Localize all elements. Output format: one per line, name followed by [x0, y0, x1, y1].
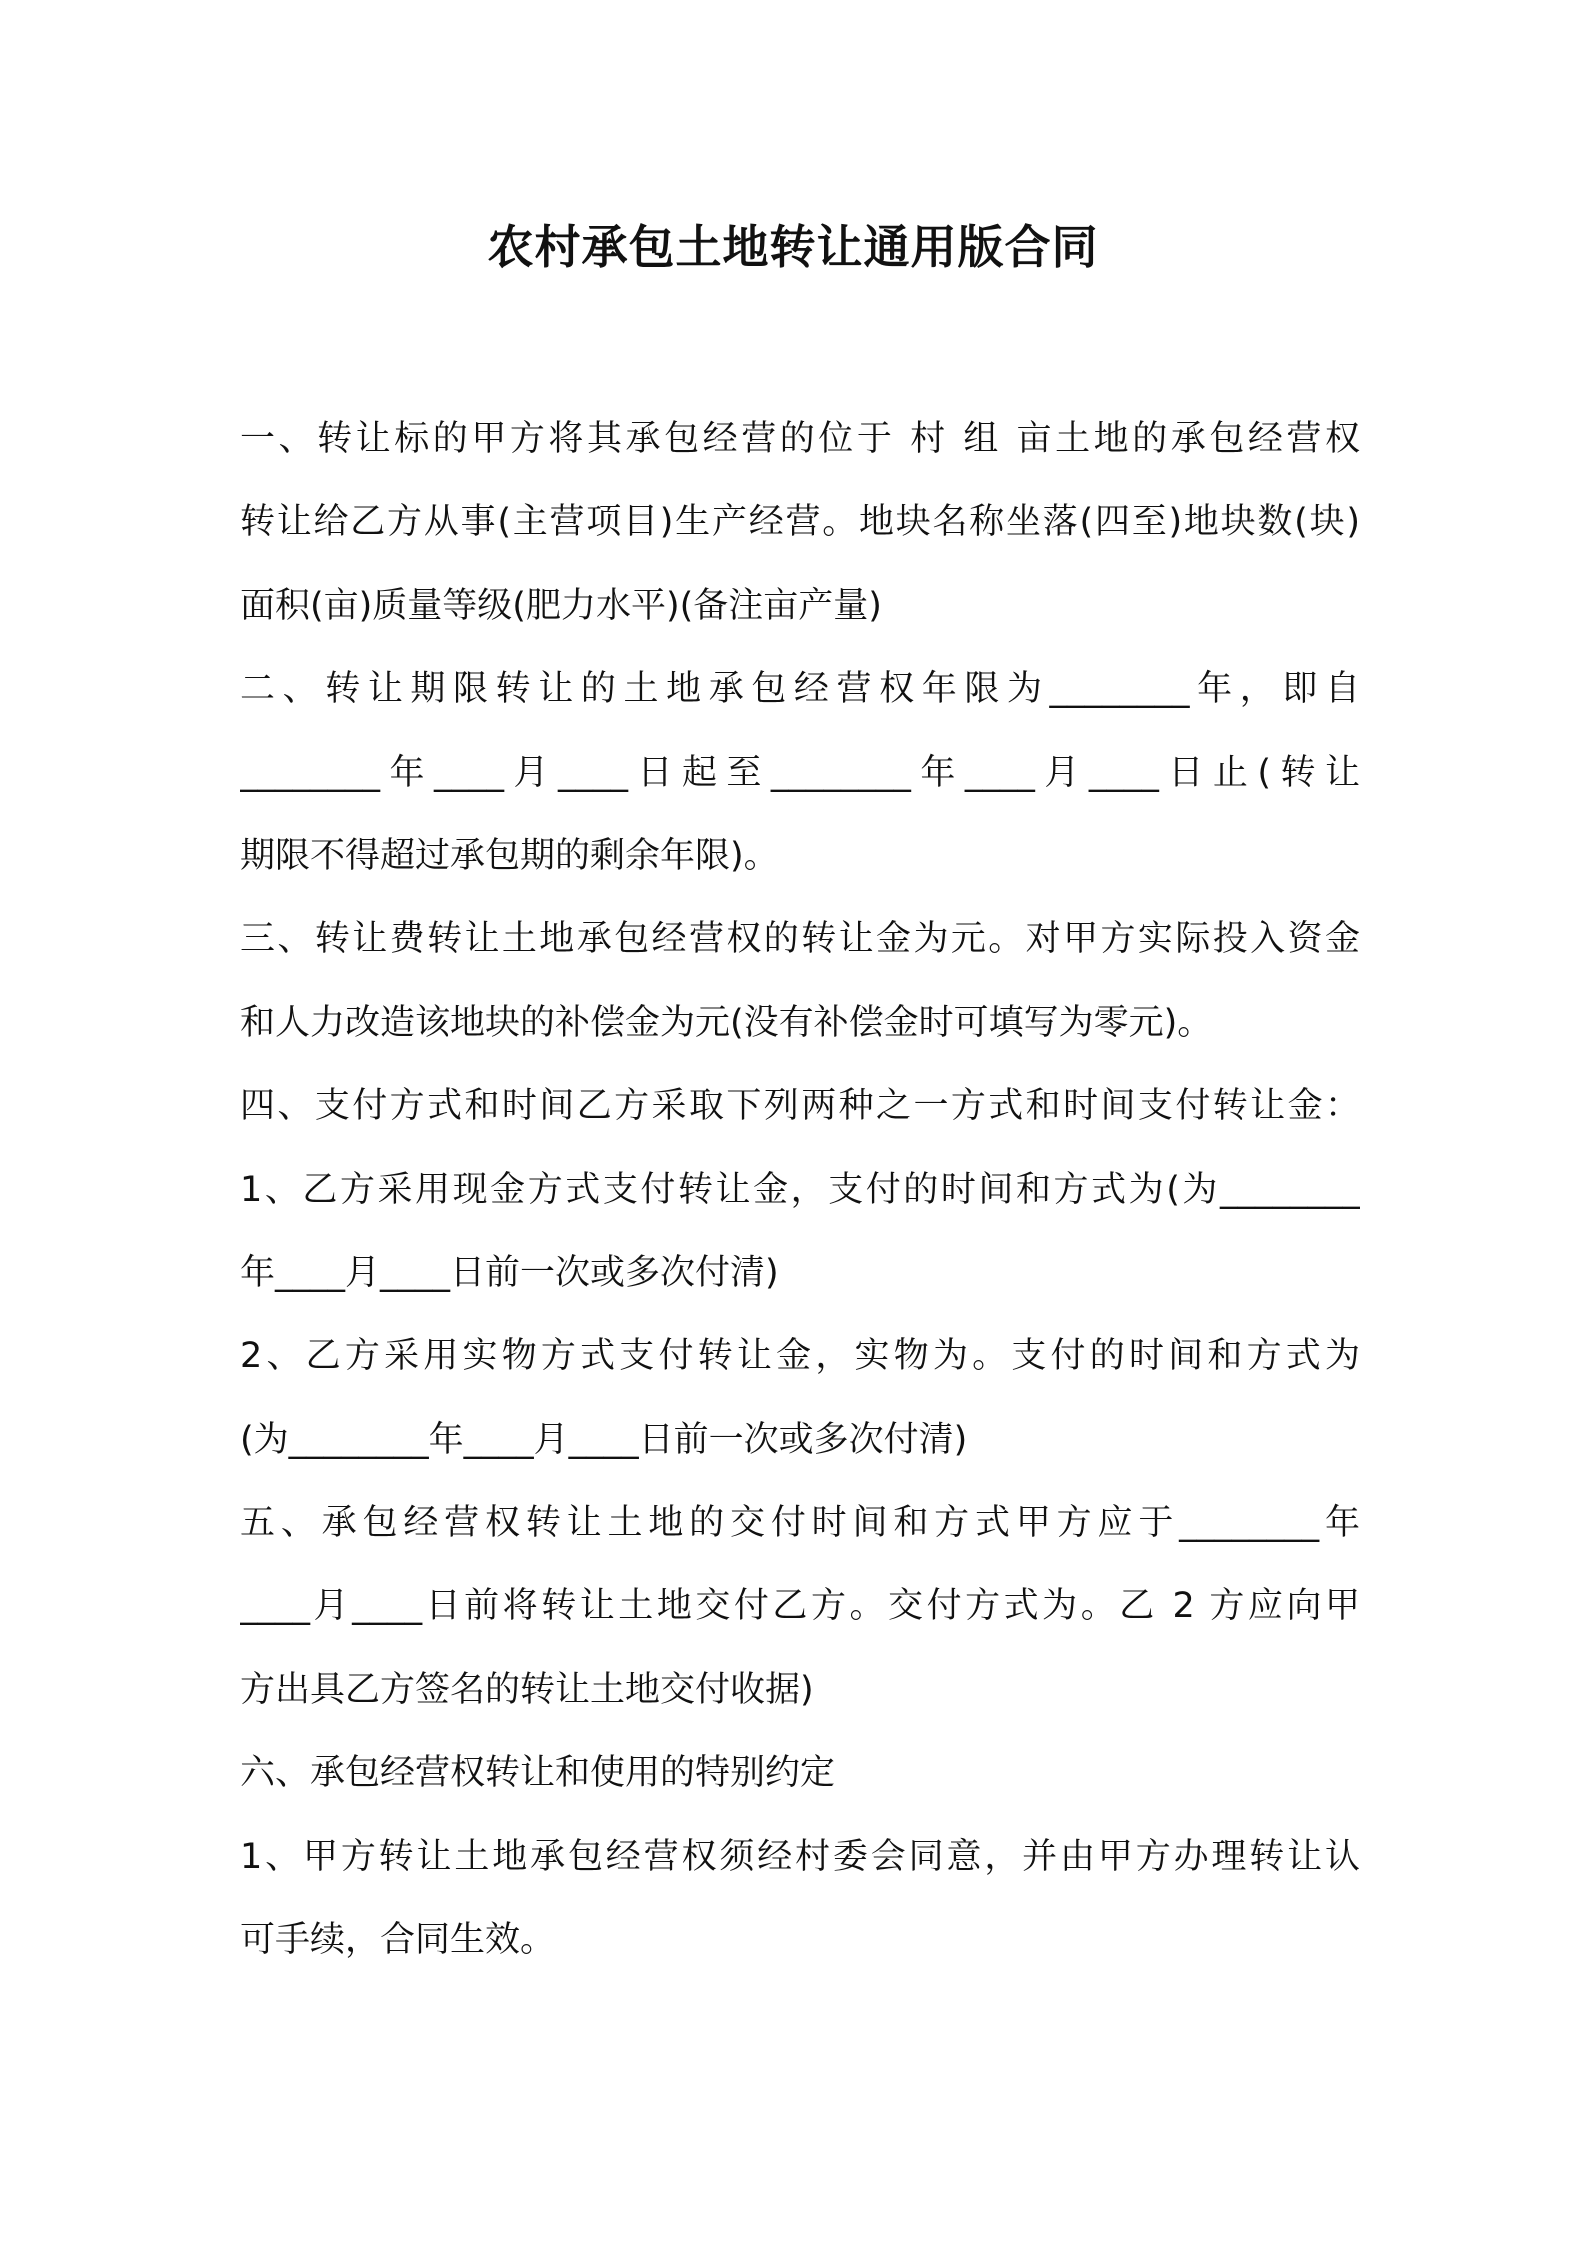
- paragraph-line: 可手续，合同生效。: [240, 1920, 556, 1961]
- paragraph-line: 二、转让期限转让的土地承包经营权年限为________年，即自: [240, 669, 1360, 710]
- paragraph-line: ____月____日前将转让土地交付乙方。交付方式为。乙 2 方应向甲: [240, 1586, 1360, 1627]
- document-title: 农村承包土地转让通用版合同: [487, 220, 1099, 274]
- paragraph-line: 2、乙方采用实物方式支付转让金，实物为。支付的时间和方式为: [240, 1336, 1360, 1377]
- paragraph-line: 期限不得超过承包期的剩余年限)。: [240, 835, 779, 876]
- document-body: [240, 398, 1360, 1982]
- paragraph-line: 三、转让费转让土地承包经营权的转让金为元。对甲方实际投入资金: [240, 919, 1360, 960]
- paragraph-line: 年____月____日前一次或多次付清): [240, 1252, 779, 1293]
- paragraph-line: 1、乙方采用现金方式支付转让金，支付的时间和方式为(为________: [240, 1169, 1360, 1210]
- paragraph-line: 五、承包经营权转让土地的交付时间和方式甲方应于________年: [240, 1503, 1360, 1544]
- paragraph-line: 四、支付方式和时间乙方采取下列两种之一方式和时间支付转让金：: [240, 1086, 1360, 1127]
- paragraph-line: 一、转让标的甲方将其承包经营的位于 村 组 亩土地的承包经营权: [240, 419, 1360, 459]
- paragraph-line: 转让给乙方从事(主营项目)生产经营。地块名称坐落(四至)地块数(块): [240, 502, 1360, 543]
- paragraph-line: 1、甲方转让土地承包经营权须经村委会同意，并由甲方办理转让认: [240, 1836, 1360, 1877]
- paragraph-line: 和人力改造该地块的补偿金为元(没有补偿金时可填写为零元)。: [240, 1002, 1213, 1043]
- paragraph-line: 方出具乙方签名的转让土地交付收据): [240, 1669, 814, 1710]
- paragraph-line: 六、承包经营权转让和使用的特别约定: [240, 1753, 836, 1794]
- paragraph-line: ________年____月____日起至________年____月____日止(转让: [240, 752, 1360, 793]
- paragraph-line: 面积(亩)质量等级(肥力水平)(备注亩产量): [240, 585, 882, 626]
- paragraph-line: (为________年____月____日前一次或多次付清): [240, 1419, 968, 1460]
